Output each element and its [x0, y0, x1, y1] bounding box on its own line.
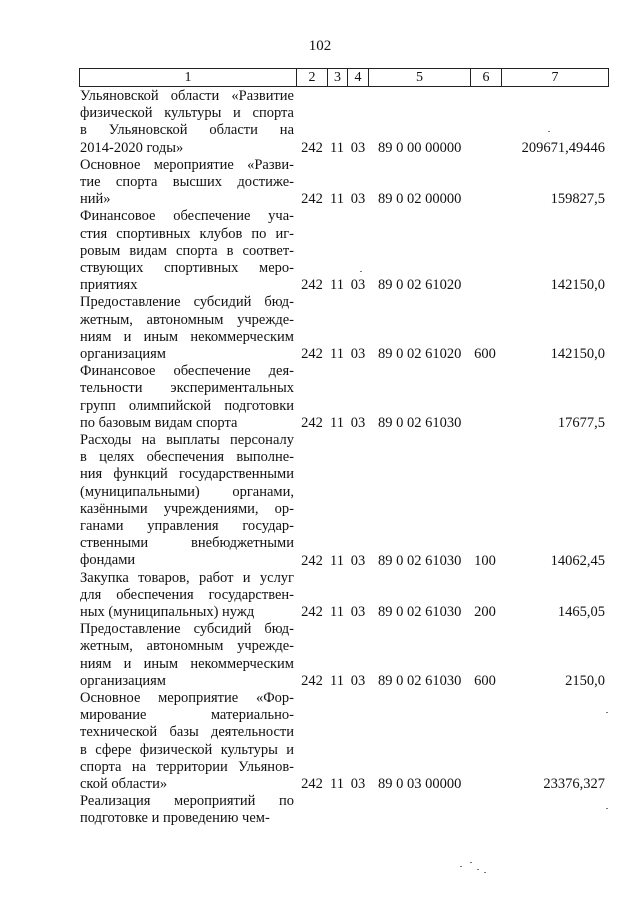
scan-speck [360, 271, 362, 272]
header-col-6: 6 [471, 69, 502, 86]
description-line: организациям [80, 672, 166, 689]
code-col-5: 89 0 00 00000 [378, 139, 462, 156]
page-number: 102 [308, 38, 332, 54]
description-line: ствующих спортивных меро- [80, 260, 294, 276]
description-line: Предоставление субсидий бюд- [80, 621, 294, 638]
code-col-4: 03 [350, 191, 366, 208]
description-line: мирование материально- [80, 707, 294, 724]
description-line: групп олимпийской подготовки [80, 397, 294, 414]
description-line: Расходы на выплаты персоналу [80, 432, 294, 448]
table-row [0, 432, 640, 570]
code-col-6: 100 [474, 552, 496, 569]
description-line: приятиях [80, 277, 138, 294]
description-line: ской области» [80, 776, 168, 793]
description-line: в целях обеспечения выполне- [80, 449, 294, 466]
code-col-4: 03 [350, 346, 366, 363]
scan-speck [606, 712, 608, 713]
row-codes [0, 140, 640, 157]
description-line: подготовке и проведению чем- [80, 810, 270, 827]
amount-cell: 142150,0 [550, 277, 605, 294]
table-row [0, 88, 640, 157]
code-col-5: 89 0 02 61030 [378, 414, 462, 431]
description-line: организациям [80, 346, 166, 362]
amount-cell: 14062,45 [550, 552, 605, 569]
code-col-2: 242 [301, 346, 323, 363]
code-col-2: 242 [301, 414, 323, 431]
code-col-3: 11 [330, 552, 344, 569]
description-line: Финансовое обеспечение дея- [80, 363, 294, 380]
code-col-3: 11 [330, 414, 344, 431]
description-line: для обеспечения государствен- [80, 586, 294, 603]
table-row [0, 621, 640, 690]
code-col-4: 03 [350, 139, 366, 156]
description-line: казёнными учреждениями, ор- [80, 500, 294, 517]
row-codes [0, 811, 640, 828]
amount-cell: 1465,05 [557, 604, 605, 621]
row-codes [0, 776, 640, 793]
description-line: (муниципальными) органами, [80, 483, 294, 500]
code-col-2: 242 [301, 776, 323, 793]
code-col-3: 11 [330, 191, 344, 208]
scan-speck [484, 872, 486, 873]
row-codes [0, 191, 640, 208]
description-line: тельности экспериментальных [80, 380, 294, 397]
code-col-5: 89 0 02 61020 [378, 277, 462, 294]
code-col-2: 242 [301, 604, 323, 621]
description-line: ния функций государственными [80, 466, 294, 483]
code-col-4: 03 [350, 604, 366, 621]
description-line: ниям и иным некоммерческим [80, 655, 294, 672]
header-col-2: 2 [297, 69, 328, 86]
code-col-5: 89 0 02 00000 [378, 191, 462, 208]
description-line: Предоставление субсидий бюд- [80, 294, 294, 311]
code-col-4: 03 [350, 277, 366, 294]
row-codes [0, 415, 640, 432]
table-row [0, 294, 640, 363]
header-col-7: 7 [551, 70, 559, 85]
description-line: физической культуры и спорта [80, 105, 294, 122]
description-line: в сфере физической культуры и [80, 741, 294, 758]
table-row [0, 157, 640, 209]
code-col-5: 89 0 02 61020 [378, 346, 462, 363]
table-row [0, 208, 640, 294]
scan-speck [460, 866, 462, 867]
description-line: Основное мероприятие «Фор- [80, 690, 294, 706]
scan-speck [606, 808, 608, 809]
row-codes [0, 673, 640, 690]
description-line: ровым видам спорта в соответ- [80, 242, 294, 259]
amount-cell: 17677,5 [557, 414, 605, 431]
row-codes [0, 553, 640, 570]
amount-cell: 142150,0 [550, 346, 605, 363]
amount-cell: 2150,0 [565, 672, 605, 689]
code-col-4: 03 [350, 414, 366, 431]
code-col-2: 242 [301, 552, 323, 569]
code-col-4: 03 [350, 672, 366, 689]
description-line: спорта на территории Ульянов- [80, 758, 294, 775]
code-col-6: 200 [474, 604, 496, 621]
code-col-2: 242 [301, 672, 323, 689]
description-line: ственными внебюджетными [80, 535, 294, 552]
amount-cell: 159827,5 [550, 191, 605, 208]
header-col-3: 3 [328, 69, 348, 86]
header-col-5: 5 [369, 69, 471, 86]
code-col-3: 11 [330, 139, 344, 156]
code-col-6: 600 [474, 346, 496, 363]
table-row [0, 793, 640, 827]
table-row [0, 690, 640, 793]
header-col-4: 4 [348, 69, 369, 86]
table-row [0, 363, 640, 432]
header-col-1: 1 [80, 69, 297, 86]
code-col-3: 11 [330, 672, 344, 689]
description-line: жетным, автономным учрежде- [80, 638, 294, 655]
code-col-4: 03 [350, 552, 366, 569]
code-col-2: 242 [301, 139, 323, 156]
row-description [80, 432, 294, 570]
code-col-3: 11 [330, 346, 344, 363]
description-line: Основное мероприятие «Разви- [80, 156, 294, 173]
description-line: Реализация мероприятий по [80, 793, 294, 810]
table-header [79, 68, 609, 87]
description-line: ний» [80, 191, 111, 208]
code-col-5: 89 0 03 00000 [378, 776, 462, 793]
description-line: Финансовое обеспечение уча- [80, 208, 294, 225]
scan-speck [477, 869, 479, 870]
row-codes [0, 346, 640, 363]
description-line: жетным, автономным учрежде- [80, 311, 294, 328]
code-col-5: 89 0 02 61030 [378, 552, 462, 569]
scan-speck [548, 131, 550, 132]
code-col-4: 03 [350, 776, 366, 793]
description-line: фондами [80, 552, 136, 569]
description-line: тие спорта высших достиже- [80, 174, 294, 190]
code-col-3: 11 [330, 776, 344, 793]
description-line: в Ульяновской области на [80, 122, 294, 139]
amount-cell: 209671,49446 [521, 139, 605, 156]
description-line: ганами управления государ- [80, 518, 294, 535]
amount-cell: 23376,327 [543, 776, 605, 793]
code-col-3: 11 [330, 604, 344, 621]
code-col-2: 242 [301, 191, 323, 208]
description-line: Закупка товаров, работ и услуг [80, 569, 294, 586]
description-line: Ульяновской области «Развитие [80, 88, 294, 104]
row-codes [0, 604, 640, 621]
code-col-5: 89 0 02 61030 [378, 604, 462, 621]
description-line: технической базы деятельности [80, 724, 294, 741]
row-codes [0, 277, 640, 294]
table-row [0, 570, 640, 622]
description-line: 2014-2020 годы» [80, 139, 184, 156]
code-col-6: 600 [474, 672, 496, 689]
description-line: ных (муниципальных) нужд [80, 604, 255, 620]
code-col-3: 11 [330, 277, 344, 294]
code-col-2: 242 [301, 277, 323, 294]
description-line: стия спортивных клубов по иг- [80, 225, 294, 242]
description-line: по базовым видам спорта [80, 414, 238, 431]
code-col-5: 89 0 02 61030 [378, 672, 462, 689]
scan-speck [470, 862, 472, 863]
description-line: ниям и иным некоммерческим [80, 328, 294, 345]
